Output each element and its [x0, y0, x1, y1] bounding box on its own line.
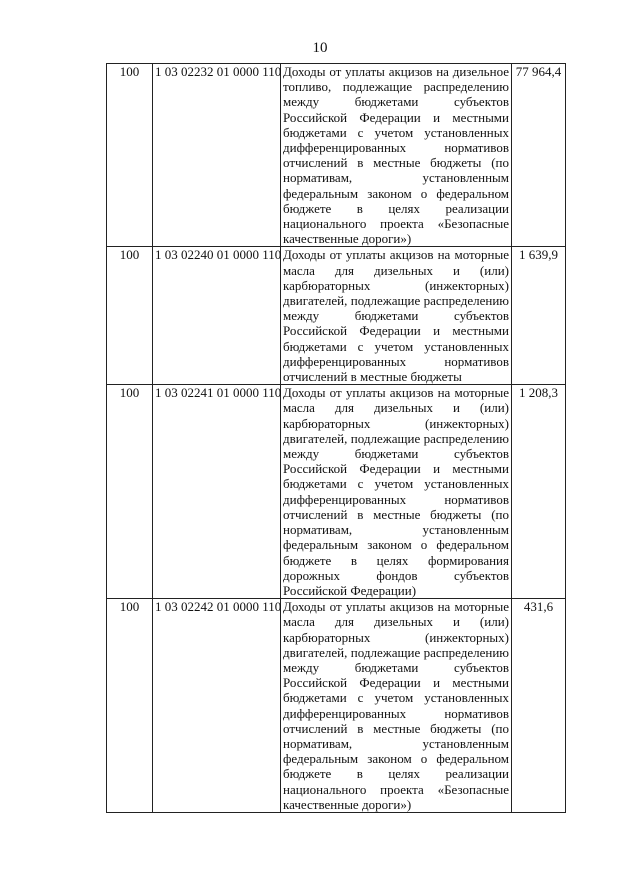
budget-classification-code-cell: 1 03 02232 01 0000 110 — [153, 64, 281, 247]
table-row — [107, 64, 566, 247]
revenue-description-cell: Доходы от уплаты акцизов на моторные масла для дизельных и (или) карбюраторных (инжекторных) двигателей, подлежащие распределению между бюджетами субъектов Российской Федерации и местными бюджетами с учетом установленных дифференцированных нормативов отчислений в местные бюджеты — [281, 247, 512, 385]
amount-cell: 1 639,9 — [512, 247, 566, 385]
page-number: 10 — [312, 40, 328, 56]
administrator-code-cell: 100 — [107, 247, 153, 385]
revenue-description-cell: Доходы от уплаты акцизов на моторные масла для дизельных и (или) карбюраторных (инжекторных) двигателей, подлежащие распределению между бюджетами субъектов Российской Федерации и местными бюджетами с учетом установленных дифференцированных нормативов отчислений в местные бюджеты (по нормативам, установленным федеральным законом о федеральном бюджете в целях реализации национального проекта «Безопасные качественные дороги») — [281, 599, 512, 813]
administrator-code-cell: 100 — [107, 64, 153, 247]
revenue-description-cell: Доходы от уплаты акцизов на моторные масла для дизельных и (или) карбюраторных (инжекторных) двигателей, подлежащие распределению между бюджетами субъектов Российской Федерации и местными бюджетами с учетом установленных дифференцированных нормативов отчислений в местные бюджеты (по нормативам, установленным федеральным законом о федеральном бюджете в целях формирования дорожных фондов субъектов Российской Федерации) — [281, 385, 512, 599]
revenue-table — [106, 63, 566, 813]
table-row — [107, 385, 566, 599]
table-row — [107, 247, 566, 385]
revenue-description-cell: Доходы от уплаты акцизов на дизельное топливо, подлежащие распределению между бюджетами субъектов Российской Федерации и местными бюджетами с учетом установленных дифференцированных нормативов отчислений в местные бюджеты (по нормативам, установленным федеральным законом о федеральном бюджете в целях реализации национального проекта «Безопасные качественные дороги») — [281, 64, 512, 247]
budget-classification-code-cell: 1 03 02241 01 0000 110 — [153, 385, 281, 599]
amount-cell: 77 964,4 — [512, 64, 566, 247]
table-row — [107, 599, 566, 813]
administrator-code-cell: 100 — [107, 599, 153, 813]
administrator-code-cell: 100 — [107, 385, 153, 599]
budget-classification-code-cell: 1 03 02240 01 0000 110 — [153, 247, 281, 385]
amount-cell: 1 208,3 — [512, 385, 566, 599]
budget-classification-code-cell: 1 03 02242 01 0000 110 — [153, 599, 281, 813]
amount-cell: 431,6 — [512, 599, 566, 813]
